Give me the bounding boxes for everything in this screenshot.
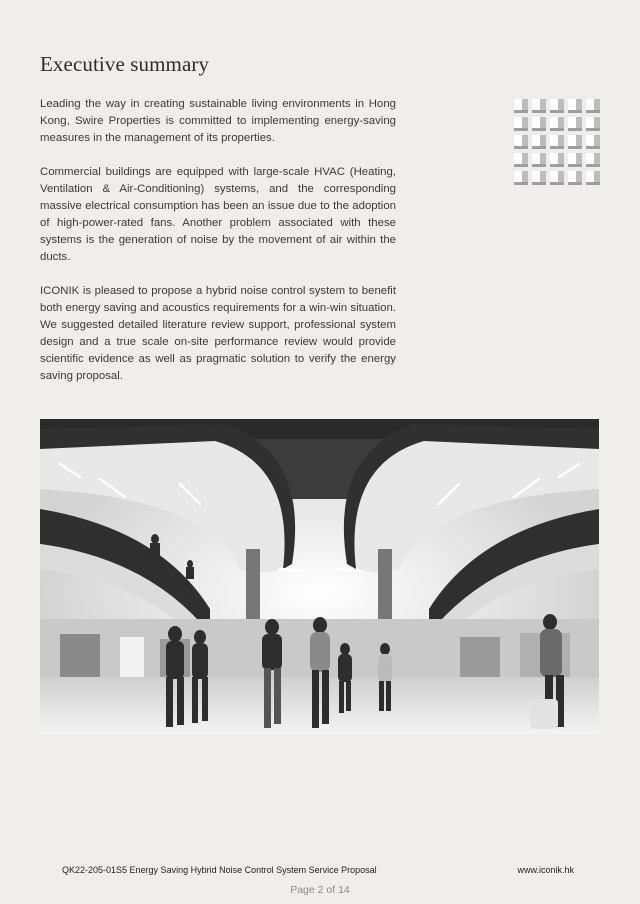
summary-text <box>40 96 396 402</box>
mall-atrium-photo <box>40 419 599 734</box>
page-title: Executive summary <box>40 52 210 76</box>
page-number: Page 2 of 14 <box>290 884 350 896</box>
paragraph-intro: Leading the way in creating sustainable living environments in Hong Kong, Swire Properties is committed to implementing energy-saving measures in the management of its properties. <box>40 98 396 144</box>
facade-thumbnail-image <box>512 97 600 185</box>
footer-website-link[interactable]: www.iconik.hk <box>517 865 574 875</box>
paragraph-hvac: Commercial buildings are equipped with large-scale HVAC (Heating, Ventilation & Air-Conditioning) systems, and the corresponding massive electrical consumption has been an issue due to the adoption of high-power-rated fans. Another problem associated with these systems is the generation of noise by the movement of air within the ducts. <box>40 166 396 263</box>
page-footer <box>62 865 574 875</box>
footer-document-title: QK22-205-01S5 Energy Saving Hybrid Noise Control System Service Proposal <box>62 865 377 875</box>
paragraph-proposal: ICONIK is pleased to propose a hybrid noise control system to benefit both energy saving and acoustics requirements for a win-win situation. We suggested detailed literature review support, professional system design and a true scale on-site performance review would provide scientific evidence as well as pragmatic solution to verify the energy saving proposal. <box>40 285 396 382</box>
